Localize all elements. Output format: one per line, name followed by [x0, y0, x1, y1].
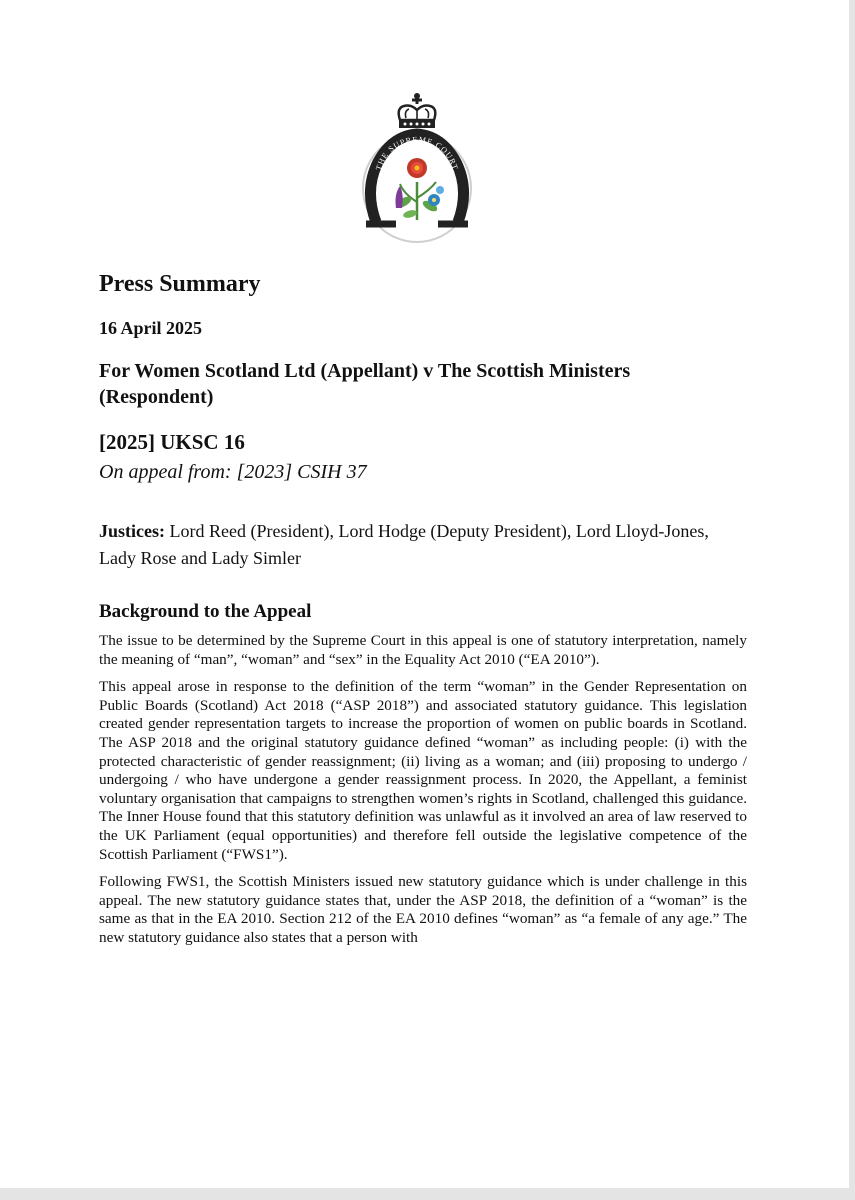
justices-line: [99, 518, 747, 572]
justices-names: Lord Reed (President), Lord Hodge (Deputy President), Lord Lloyd-Jones, Lady Rose and Lady Simler: [99, 521, 709, 568]
press-summary-document: [99, 266, 747, 948]
case-citation: [2025] UKSC 16: [99, 430, 245, 454]
crown-icon: [399, 93, 436, 128]
summary-date: 16 April 2025: [99, 318, 203, 338]
page-title: Press Summary: [99, 271, 261, 297]
supreme-court-crest-logo: [356, 90, 478, 246]
background-paragraph-3: Following FWS1, the Scottish Ministers issued new statutory guidance which is under challenge in this appeal. The new statutory guidance states that, under the ASP 2018, the definition of a “woman” is the same as that in the EA 2010. Section 212 of the EA 2010 defines “woman” as “a female of any age.” The new statutory guidance also states that a person with: [99, 873, 747, 946]
appeal-from: On appeal from: [2023] CSIH 37: [99, 461, 367, 483]
section-heading-background: Background to the Appeal: [99, 601, 312, 622]
crest-motto: THE SUPREME COURT: [374, 134, 460, 172]
background-paragraph-2: This appeal arose in response to the definition of the term “woman” in the Gender Representation on Public Boards (Scotland) Act 2018 (“ASP 2018”) and associated statutory guidance. This legislation created gender representation targets to increase the proportion of women on public boards in Scotland. The ASP 2018 and the original statutory guidance defined “woman” as including people: (i) with the protected characteristic of gender reassignment; (ii) living as a woman; and (iii) proposing to undergo / undergoing / who have undergone a gender reassignment process. In 2020, the Appellant, a feminist voluntary organisation that campaigns to strengthen women’s rights in Scotland, challenged this guidance. The Inner House found that this statutory definition was unlawful as it involved an area of law reserved to the UK Parliament (equal opportunities) and therefore fell outside the legislative competence of the Scottish Parliament (“FWS1”).: [99, 678, 747, 863]
page-edge-right: [849, 0, 855, 1200]
case-name: For Women Scotland Ltd (Appellant) v The Scottish Ministers (Respondent): [99, 360, 631, 408]
justices-label: Justices:: [99, 521, 165, 541]
background-paragraph-1: The issue to be determined by the Supreme Court in this appeal is one of statutory interpretation, namely the meaning of “man”, “woman” and “sex” in the Equality Act 2010 (“EA 2010”).: [99, 632, 747, 668]
page-edge-bottom: [0, 1188, 855, 1200]
